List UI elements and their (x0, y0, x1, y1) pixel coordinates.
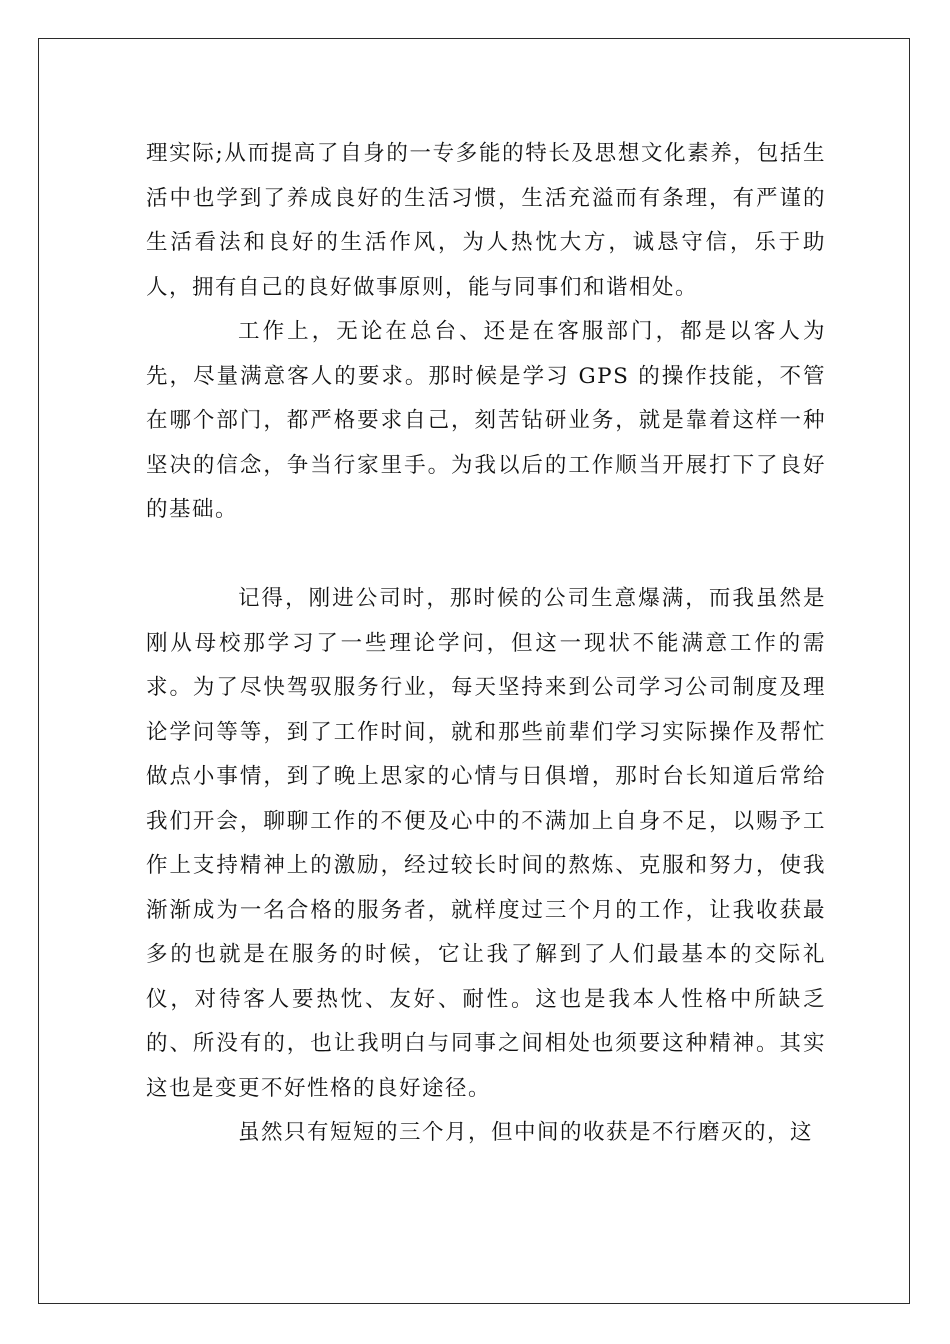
paragraph-1: 理实际;从而提高了自身的一专多能的特长及思想文化素养，包括生活中也学到了养成良好的生活习惯，生活充溢而有条理，有严谨的生活看法和良好的生活作风，为人热忱大方，诚恳守信，乐于助人，拥有自己的良好做事原则，能与同事们和谐相处。 (146, 141, 826, 300)
paragraph-4: 虽然只有短短的三个月，但中间的收获是不行磨灭的，这 (238, 1120, 814, 1145)
document-body (146, 132, 826, 1156)
paragraph-3: 记得，刚进公司时，那时候的公司生意爆满，而我虽然是刚从母校那学习了一些理论学问，但这一现状不能满意工作的需求。为了尽快驾驭服务行业，每天坚持来到公司学习公司制度及理论学问等等，到了工作时间，就和那些前辈们学习实际操作及帮忙做点小事情，到了晚上思家的心情与日俱增，那时台长知道后常给我们开会，聊聊工作的不便及心中的不满加上自身不足，以赐予工作上支持精神上的激励，经过较长时间的熬炼、克服和努力，使我渐渐成为一名合格的服务者，就样度过三个月的工作，让我收获最多的也就是在服务的时候，它让我了解到了人们最基本的交际礼仪，对待客人要热忱、友好、耐性。这也是我本人性格中所缺乏的、所没有的，也让我明白与同事之间相处也须要这种精神。其实这也是变更不好性格的良好途径。 (146, 586, 826, 1101)
paragraph-2: 工作上，无论在总台、还是在客服部门，都是以客人为先，尽量满意客人的要求。那时候是学习 GPS 的操作技能，不管在哪个部门，都严格要求自己，刻苦钻研业务，就是靠着这样一种坚决的信念，争当行家里手。为我以后的工作顺当开展打下了良好的基础。 (146, 319, 826, 522)
paragraph-gap (146, 533, 826, 578)
